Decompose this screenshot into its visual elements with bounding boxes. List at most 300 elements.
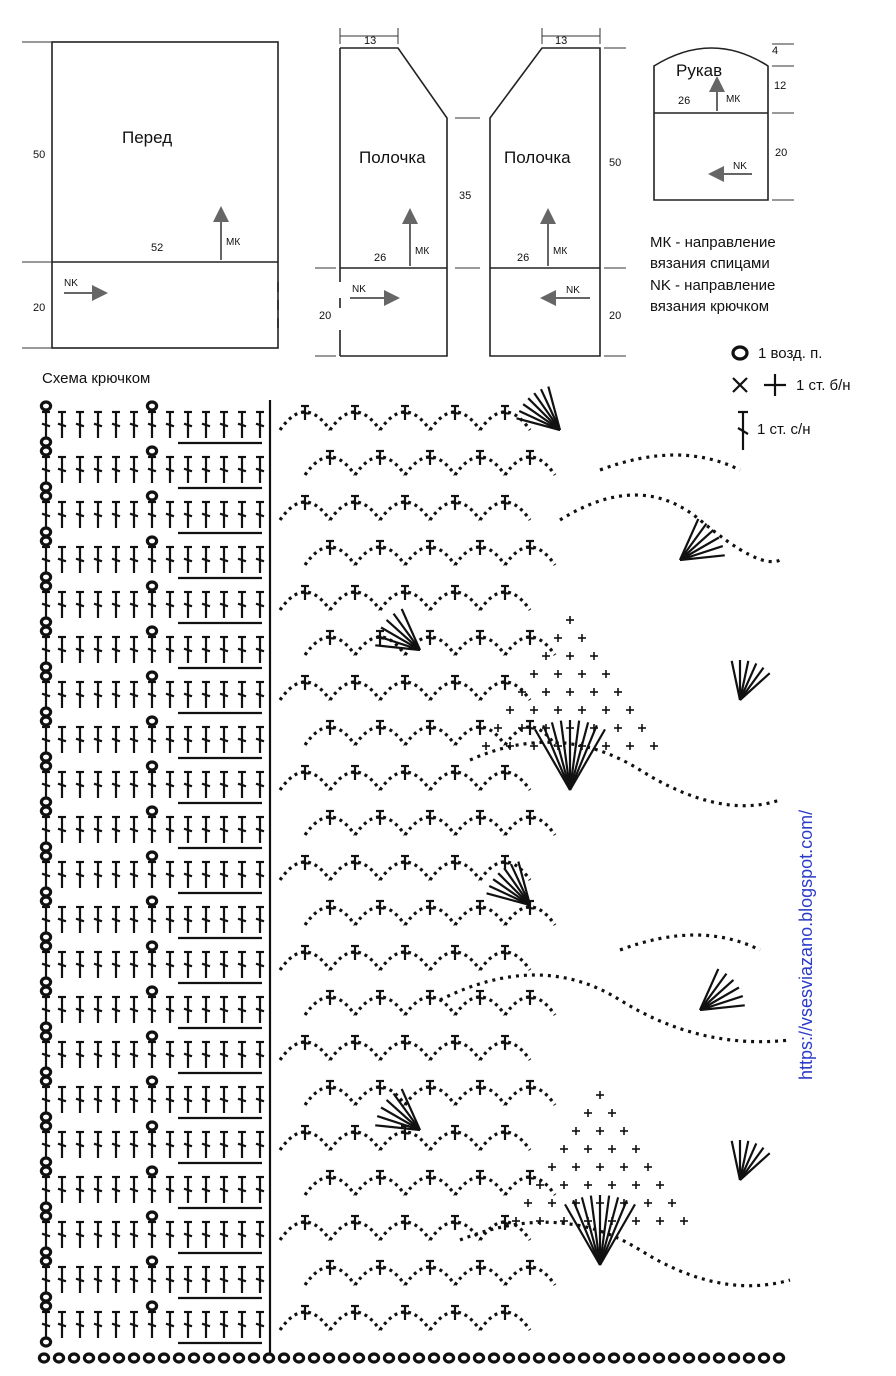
double-crochet-bar [202,1054,210,1057]
double-crochet-bar [148,739,156,742]
chain-stitch [54,1354,63,1362]
fan-stitch [552,722,570,790]
double-crochet-bar [58,424,66,427]
chain-stitch [41,1293,50,1301]
double-crochet-bar [94,514,102,517]
chain-stitch [41,582,50,590]
double-crochet-bar [202,604,210,607]
chain-stitch [41,1113,50,1121]
chain-stitch [41,717,50,725]
legend-chain-label: 1 возд. п. [758,345,823,362]
chain-stitch [279,1354,288,1362]
double-crochet-bar [220,784,228,787]
double-crochet-bar [184,784,192,787]
double-crochet-bar [94,964,102,967]
double-crochet-bar [58,1009,66,1012]
double-crochet-bar [238,919,246,922]
double-crochet-bar [112,694,120,697]
double-crochet-bar [42,1324,50,1327]
double-crochet-bar [112,424,120,427]
chain-stitch [41,1248,50,1256]
left-shelf-shoulder: 13 [364,35,377,47]
double-crochet-bar [130,964,138,967]
double-crochet-bar [256,559,264,562]
double-crochet-bar [58,1054,66,1057]
double-crochet-bar [401,1042,409,1043]
double-crochet-bar [112,1189,120,1192]
chain-stitch [41,1068,50,1076]
double-crochet-bar [376,1177,384,1178]
double-crochet-bar [148,559,156,562]
double-crochet-bar [42,649,50,652]
chain-stitch [147,762,156,770]
fan-stitch [600,1204,635,1265]
double-crochet-bar [148,874,156,877]
double-crochet-bar [148,469,156,472]
chain-stitch [147,987,156,995]
double-crochet-bar [401,1312,409,1313]
left-shelf-title: Полочка [359,148,426,167]
double-crochet-bar [148,649,156,652]
chain-stitch [249,1354,258,1362]
double-crochet-bar [238,604,246,607]
double-crochet-bar [256,1099,264,1102]
double-crochet-bar [202,1009,210,1012]
double-crochet-bar [130,784,138,787]
double-crochet-bar [148,1189,156,1192]
double-crochet-bar [202,964,210,967]
double-crochet-bar [256,1054,264,1057]
chain-stitch [354,1354,363,1362]
chain-stitch [147,1257,156,1265]
chain-stitch [129,1354,138,1362]
double-crochet-bar [256,964,264,967]
front-piece [22,42,278,348]
double-crochet-bar [256,424,264,427]
sleeve-cap-top: 4 [772,45,779,57]
double-crochet-bar [301,1132,309,1133]
double-crochet-bar [58,514,66,517]
chain-stitch [114,1354,123,1362]
chain-stitch [534,1354,543,1362]
double-crochet-bar [501,772,509,773]
sleeve-title: Рукав [676,61,723,80]
chain-stitch [41,492,50,500]
double-crochet-bar [351,682,359,683]
double-crochet-bar [256,649,264,652]
left-shelf-piece [315,28,480,356]
double-crochet-bar [220,1234,228,1237]
double-crochet-bar [238,784,246,787]
chain-stitch [41,762,50,770]
chain-stitch [99,1354,108,1362]
chain-stitch [41,402,50,410]
double-crochet-bar [112,919,120,922]
double-crochet-bar [426,457,434,458]
double-crochet-bar [184,739,192,742]
double-crochet-bar [184,604,192,607]
right-shelf-mk-label: МК [553,246,568,257]
double-crochet-bar [130,1279,138,1282]
right-shelf-nk-label: NK [566,285,580,296]
double-crochet-bar [476,727,484,728]
double-crochet-bar [112,739,120,742]
double-crochet-bar [130,1189,138,1192]
left-shelf-armhole: 35 [459,190,472,202]
double-crochet-bar [376,457,384,458]
double-crochet-bar [184,1189,192,1192]
double-crochet-bar [166,604,174,607]
legend [733,345,851,450]
double-crochet-bar [220,1324,228,1327]
double-crochet-bar [184,424,192,427]
double-crochet-bar [256,919,264,922]
chain-stitch [84,1354,93,1362]
chain-stitch [41,987,50,995]
double-crochet-bar [476,457,484,458]
double-crochet-bar [476,1267,484,1268]
double-crochet-bar [220,469,228,472]
chain-stitch [41,438,50,446]
double-crochet-bar [202,874,210,877]
chain-stitch [39,1354,48,1362]
double-crochet-bar [184,514,192,517]
double-crochet-bar [220,739,228,742]
double-crochet-bar [202,424,210,427]
double-crochet-bar [76,919,84,922]
legend-double-label: 1 ст. с/н [757,421,811,438]
chain-stitch [744,1354,753,1362]
double-crochet-bar [238,694,246,697]
double-crochet-bar [476,637,484,638]
double-crochet-bar [148,424,156,427]
front-title: Перед [122,128,173,147]
chain-stitch [459,1354,468,1362]
double-crochet-bar [426,1177,434,1178]
chain-stitch [264,1354,273,1362]
double-crochet-bar [166,1324,174,1327]
double-crochet-bar [220,919,228,922]
double-crochet-bar [76,1189,84,1192]
chain-stitch [41,663,50,671]
double-crochet-bar [351,592,359,593]
double-crochet-bar [351,1222,359,1223]
double-crochet-bar [184,1279,192,1282]
double-crochet-bar [166,964,174,967]
chain-stitch [41,753,50,761]
chain-stitch [41,798,50,806]
chain-stitch [41,978,50,986]
double-crochet-bar [238,1144,246,1147]
double-crochet-bar [148,604,156,607]
double-crochet-bar [94,784,102,787]
chain-stitch [384,1354,393,1362]
double-crochet-bar [112,829,120,832]
double-crochet-bar [148,829,156,832]
double-crochet-bar [220,1279,228,1282]
front-mk-label: МК [226,237,241,248]
double-crochet-bar [76,559,84,562]
double-crochet-bar [451,682,459,683]
fan-stitch [732,661,740,700]
chain-stitch [639,1354,648,1362]
double-crochet-bar [58,604,66,607]
double-crochet-bar [238,739,246,742]
double-crochet-bar [256,739,264,742]
double-crochet-bar [130,559,138,562]
chain-stitch [684,1354,693,1362]
double-crochet-bar [184,964,192,967]
double-crochet-bar [148,1144,156,1147]
double-crochet-bar [94,829,102,832]
double-crochet-bar [401,952,409,953]
double-crochet-bar [76,1279,84,1282]
double-crochet-bar [501,1222,509,1223]
double-crochet-bar [130,514,138,517]
double-crochet-bar [202,469,210,472]
double-crochet-bar [112,1234,120,1237]
chain-stitch [489,1354,498,1362]
double-crochet-bar [58,1234,66,1237]
sleeve-cuff: 20 [775,147,788,159]
double-crochet-bar [130,1099,138,1102]
double-crochet-bar [401,412,409,413]
double-crochet-bar [58,964,66,967]
double-crochet-bar [256,1279,264,1282]
chain-stitch [219,1354,228,1362]
double-crochet-bar [202,919,210,922]
double-crochet-bar [326,457,334,458]
double-crochet-bar [256,694,264,697]
double-crochet-bar [130,649,138,652]
double-crochet-bar [112,559,120,562]
double-crochet-bar [202,514,210,517]
chain-stitch [41,618,50,626]
double-crochet-bar [451,772,459,773]
double-crochet-bar [76,694,84,697]
double-crochet-bar [148,1009,156,1012]
double-crochet-bar [148,514,156,517]
note-line-2: вязания спицами [650,255,770,272]
double-crochet-bar [58,784,66,787]
chain-stitch [41,888,50,896]
double-crochet-bar [451,1132,459,1133]
double-crochet-bar [112,1324,120,1327]
fan-stitch [582,1197,600,1265]
double-crochet-bar [94,1234,102,1237]
double-crochet-bar [184,1009,192,1012]
chain-stitch [414,1354,423,1362]
double-crochet-bar [202,649,210,652]
double-crochet-bar [166,1189,174,1192]
double-crochet-bar [184,1144,192,1147]
double-crochet-bar [94,649,102,652]
double-crochet-bar [501,1132,509,1133]
double-crochet-bar [238,874,246,877]
double-crochet-bar [130,829,138,832]
double-crochet-bar [202,1099,210,1102]
chain-stitch [41,573,50,581]
double-crochet-bar [451,412,459,413]
chain-stitch [41,852,50,860]
double-crochet-bar [256,469,264,472]
double-crochet-bar [166,739,174,742]
double-crochet-bar [501,502,509,503]
right-shelf-height-top: 50 [609,157,622,169]
double-crochet-bar [130,1009,138,1012]
double-crochet-bar [202,739,210,742]
chain-stitch [189,1354,198,1362]
double-crochet-bar [238,1234,246,1237]
sleeve-piece [654,44,794,200]
chain-stitch [147,582,156,590]
chain-stitch [41,483,50,491]
double-crochet-bar [401,1222,409,1223]
chain-stitch [147,537,156,545]
double-crochet-bar [501,952,509,953]
double-crochet-bar [76,1099,84,1102]
double-crochet-bar [112,1054,120,1057]
double-crochet-bar [301,592,309,593]
double-crochet-bar [166,874,174,877]
chain-stitch [594,1354,603,1362]
double-crochet-bar [220,1189,228,1192]
double-crochet-bar [76,1054,84,1057]
double-crochet-bar [526,1087,534,1088]
chain-stitch [41,807,50,815]
double-crochet-bar [202,784,210,787]
double-crochet-bar [451,952,459,953]
double-crochet-bar [202,1279,210,1282]
fan-stitch [565,1204,600,1265]
chain-stitch [759,1354,768,1362]
chain-stitch [41,1302,50,1310]
double-crochet-bar [326,547,334,548]
double-crochet-bar [166,1009,174,1012]
chain-stitch [41,933,50,941]
double-crochet-bar [42,1279,50,1282]
chain-stitch [147,1212,156,1220]
chain-swirl [560,495,780,562]
fan-stitch [535,729,570,790]
double-crochet-bar [220,1099,228,1102]
double-crochet-bar [42,514,50,517]
double-crochet-bar [184,469,192,472]
chain-stitch [41,1077,50,1085]
chain-stitch [147,1032,156,1040]
double-crochet-bar [76,514,84,517]
double-crochet-bar [184,829,192,832]
chain-stitch [41,897,50,905]
double-crochet-bar [220,604,228,607]
double-crochet-bar [184,649,192,652]
double-crochet-bar [238,964,246,967]
double-crochet-bar [451,1042,459,1043]
double-crochet-bar [112,1009,120,1012]
double-crochet-bar [256,514,264,517]
chain-stitch [774,1354,783,1362]
double-crochet-bar [526,637,534,638]
double-crochet-bar [42,1189,50,1192]
right-shelf-piece [490,28,626,356]
double-crochet-bar [326,1177,334,1178]
legend-single-label: 1 ст. б/н [796,377,851,394]
double-crochet-bar [220,424,228,427]
chain-stitch [41,1023,50,1031]
double-crochet-bar [256,874,264,877]
double-crochet-bar [256,1009,264,1012]
chain-stitch [69,1354,78,1362]
double-crochet-bar [166,919,174,922]
double-crochet-bar [238,1189,246,1192]
chain-stitch [579,1354,588,1362]
double-crochet-bar [501,682,509,683]
double-crochet-bar [94,424,102,427]
double-crochet-bar [476,907,484,908]
double-crochet-bar [112,514,120,517]
double-crochet-bar [501,1312,509,1313]
double-crochet-bar [148,1054,156,1057]
double-crochet-bar [238,1279,246,1282]
double-crochet-bar [301,682,309,683]
chain-stitch [399,1354,408,1362]
double-crochet-bar [426,817,434,818]
double-crochet-bar [351,412,359,413]
double-crochet-bar [220,559,228,562]
double-crochet-bar [166,1279,174,1282]
double-crochet-bar [76,1144,84,1147]
double-crochet-bar [42,964,50,967]
double-crochet-bar [301,502,309,503]
chain-stitch [147,852,156,860]
double-crochet-bar [526,997,534,998]
double-crochet-bar [301,1222,309,1223]
double-crochet-bar [376,1267,384,1268]
chain-stitch [699,1354,708,1362]
chain-stitch [41,447,50,455]
double-crochet-bar [376,727,384,728]
chain-stitch [41,1203,50,1211]
double-crochet-bar [58,1324,66,1327]
right-shelf-height-bottom: 20 [609,310,622,322]
double-crochet-bar [58,469,66,472]
chain-stitch [369,1354,378,1362]
double-crochet-bar [376,547,384,548]
double-crochet-bar [351,1042,359,1043]
double-crochet-bar [220,1009,228,1012]
double-crochet-bar [238,1099,246,1102]
double-crochet-bar [326,997,334,998]
double-crochet-bar [376,817,384,818]
chain-stitch [147,402,156,410]
double-crochet-bar [526,457,534,458]
double-crochet-bar [76,784,84,787]
double-crochet-bar [301,772,309,773]
double-crochet-bar [76,1324,84,1327]
double-crochet-bar [238,514,246,517]
chain-stitch [147,942,156,950]
chain-stitch [564,1354,573,1362]
double-crochet-bar [148,1234,156,1237]
chain-stitch [174,1354,183,1362]
double-crochet-bar [42,1144,50,1147]
double-crochet-bar [202,1144,210,1147]
double-crochet-bar [476,1177,484,1178]
chain-stitch [474,1354,483,1362]
chain-stitch [294,1354,303,1362]
double-crochet-bar [220,1144,228,1147]
chain-stitch [41,1122,50,1130]
